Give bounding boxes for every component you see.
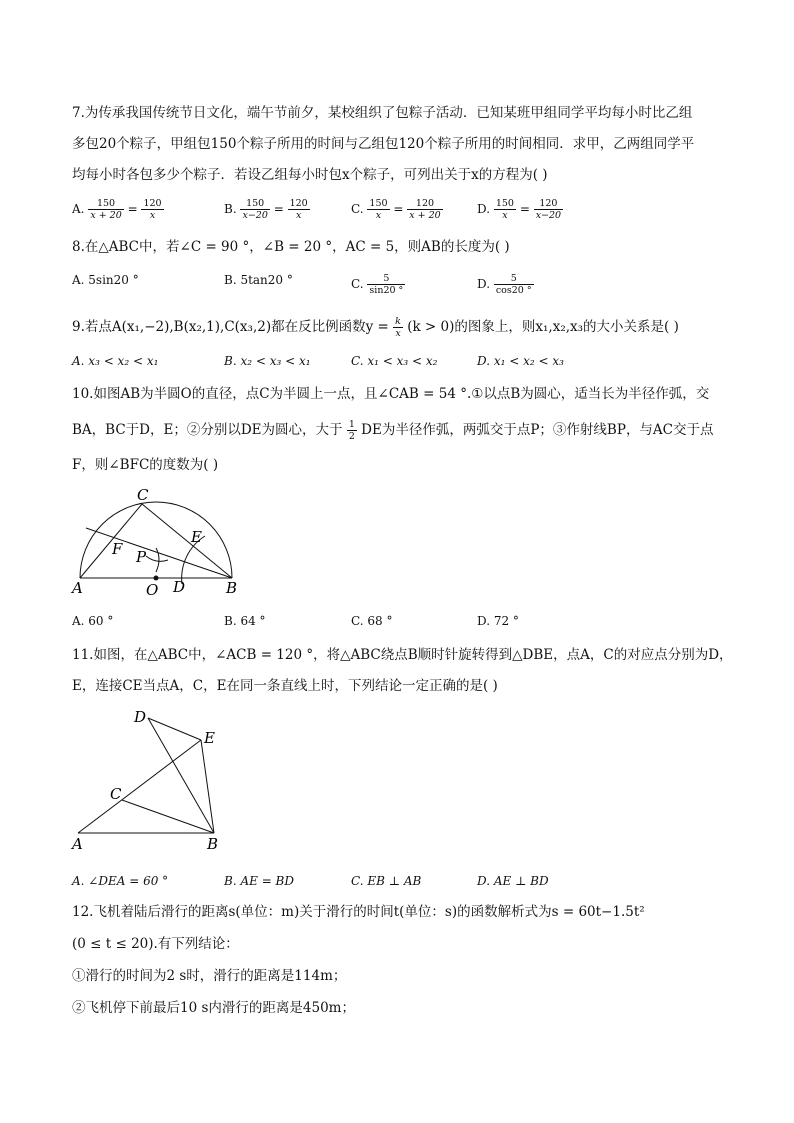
option-label: D.	[477, 202, 491, 216]
q11-line-1: 11.如图，在△ABC中，∠ACB = 120 °，将△ABC绕点B顺时针旋转得到△DBE，点A，C的对应点分别为D，	[72, 647, 733, 663]
q8-option-a[interactable]: A. 5sin20 °	[72, 273, 139, 287]
q7-line-3: 均每小时各包多少个粽子．若设乙组每小时包x个粽子，可列出关于x的方程为( )	[72, 167, 548, 183]
q12-item-1: ①滑行的时间为2 s时，滑行的距离是114m；	[72, 968, 347, 984]
option-label: A.	[72, 202, 85, 216]
denominator: x−20	[242, 210, 268, 221]
q9-option-a[interactable]: A. x₃ < x₂ < x₁	[72, 354, 159, 368]
label-e: E	[204, 729, 215, 747]
option-label: D.	[477, 277, 491, 291]
q9-option-c[interactable]: C. x₁ < x₃ < x₂	[351, 354, 438, 368]
numerator: 120	[143, 198, 162, 209]
semicircle-arc	[80, 502, 232, 578]
label-a: A	[72, 835, 83, 853]
denominator: sin20 °	[369, 285, 404, 296]
fraction	[347, 419, 357, 442]
label-d: D	[134, 708, 147, 726]
numerator: 150	[88, 198, 123, 210]
option-label: B.	[224, 202, 237, 216]
q11-option-c[interactable]: C. EB ⊥ AB	[351, 874, 422, 888]
label-d: D	[173, 578, 186, 596]
fraction	[393, 316, 403, 339]
fraction	[407, 198, 442, 221]
numerator: 1	[348, 419, 355, 430]
denominator: x	[295, 210, 302, 221]
q9-option-b[interactable]: B. x₂ < x₃ < x₁	[224, 354, 311, 368]
denominator: x	[395, 328, 401, 339]
q10-semicircle-figure	[70, 484, 250, 599]
label-p: P	[136, 548, 147, 566]
numerator: 120	[407, 198, 442, 210]
q10-text-pre: BA，BC于D，E；②分别以DE为圆心，大于	[72, 422, 343, 438]
segment-cb	[122, 800, 214, 833]
fraction	[88, 198, 123, 221]
fraction	[288, 198, 310, 221]
q11-option-b[interactable]: B. AE = BD	[224, 874, 294, 888]
label-o: O	[146, 581, 159, 599]
q7-option-d[interactable]: D. $\frac{150}{x}$ = $\frac{120}{x-20}$	[477, 198, 562, 221]
q9-text-post: (k > 0)的图象上，则x₁,x₂,x₃的大小关系是( )	[407, 319, 679, 335]
label-c: C	[137, 486, 149, 504]
q11-option-a[interactable]: A. ∠DEA = 60 °	[72, 874, 169, 888]
q12-item-2: ②飞机停下前最后10 s内滑行的距离是450m；	[72, 1000, 355, 1016]
option-label: C.	[351, 202, 364, 216]
segment-de	[148, 718, 201, 740]
q10-line-1: 10.如图AB为半圆O的直径，点C为半圆上一点，且∠CAB = 54 °.①以点B为圆心，适当长为半径作弧，交	[72, 386, 710, 402]
denominator: 2	[348, 431, 355, 442]
fraction	[494, 198, 516, 221]
fraction	[494, 273, 534, 296]
numerator: 150	[240, 198, 269, 210]
q10-text-post: DE为半径作弧，两弧交于点P；③作射线BP，与AC交于点	[361, 422, 714, 438]
denominator: x + 20	[90, 210, 122, 221]
denominator: x	[375, 210, 382, 221]
segment-eb	[201, 740, 214, 833]
q7-line-2: 多包20个粽子，甲组包150个粽子所用的时间与乙组包120个粽子所用的时间相同．求甲，乙两组同学平	[72, 136, 695, 152]
label-b: B	[226, 579, 238, 597]
q10-line-2	[72, 419, 714, 442]
denominator: x	[502, 210, 508, 221]
center-point-o	[154, 576, 159, 581]
fraction	[534, 198, 563, 221]
q11-line-2: E，连接CE当点A，C，E在同一条直线上时，下列结论一定正确的是( )	[72, 678, 498, 694]
denominator: x−20	[535, 210, 562, 221]
label-a: A	[72, 579, 83, 597]
option-label: C.	[351, 277, 364, 291]
denominator: cos20 °	[495, 285, 532, 296]
q8-line-1: 8.在△ABC中，若∠C = 90 °，∠B = 20 °，AC = 5，则AB的长度为( )	[72, 239, 510, 255]
q10-option-c[interactable]: C. 68 °	[351, 614, 393, 628]
numerator: 120	[289, 198, 308, 209]
q7-option-a[interactable]: A. $\frac{150}{x + 20}$ = $\frac{120}{x}$	[72, 198, 162, 221]
segment-cb	[142, 504, 232, 578]
label-e: E	[191, 528, 202, 546]
denominator: x	[149, 210, 156, 221]
numerator: 5	[367, 273, 405, 285]
denominator: x + 20	[409, 210, 441, 221]
label-b: B	[207, 835, 219, 853]
q7-line-1: 7.为传承我国传统节日文化，端午节前夕，某校组织了包粽子活动．已知某班甲组同学平均每小时比乙组	[72, 105, 693, 121]
label-f: F	[112, 540, 123, 558]
q7-option-b[interactable]: B. $\frac{150}{x-20}$ = $\frac{120}{x}$	[224, 198, 308, 221]
q9-option-d[interactable]: D. x₁ < x₂ < x₃	[477, 354, 564, 368]
q11-option-d[interactable]: D. AE ⊥ BD	[477, 874, 549, 888]
q10-option-a[interactable]: A. 60 °	[72, 614, 114, 628]
q10-option-d[interactable]: D. 72 °	[477, 614, 519, 628]
q8-option-d[interactable]	[477, 273, 534, 296]
numerator: k	[395, 316, 401, 327]
fraction	[367, 198, 389, 221]
q12-line-2: (0 ≤ t ≤ 20).有下列结论：	[72, 936, 239, 952]
q9-text-pre: 9.若点A(x₁,−2),B(x₂,1),C(x₃,2)都在反比例函数y =	[72, 319, 389, 335]
q7-option-c[interactable]: C. $\frac{150}{x}$ = $\frac{120}{x + 20}$	[351, 198, 441, 221]
label-c: C	[110, 785, 122, 803]
q8-option-c[interactable]	[351, 273, 405, 296]
q12-line-1: 12.飞机着陆后滑行的距离s(单位：m)关于滑行的时间t(单位：s)的函数解析式为s = 60t−1.5t²	[72, 904, 645, 920]
fraction	[141, 198, 163, 221]
segment-ae	[78, 740, 201, 833]
q10-line-3: F，则∠BFC的度数为( )	[72, 457, 219, 473]
fraction	[240, 198, 269, 221]
q9-line-1	[72, 316, 679, 339]
q8-option-b[interactable]: B. 5tan20 °	[224, 273, 293, 287]
q11-rotation-figure	[70, 706, 230, 856]
numerator: 120	[534, 198, 563, 210]
numerator: 150	[495, 198, 514, 209]
ray-bp	[86, 528, 232, 578]
numerator: 5	[494, 273, 534, 285]
construction-arc-2	[146, 556, 168, 561]
numerator: 150	[369, 198, 388, 209]
fraction	[367, 273, 405, 296]
q10-option-b[interactable]: B. 64 °	[224, 614, 266, 628]
